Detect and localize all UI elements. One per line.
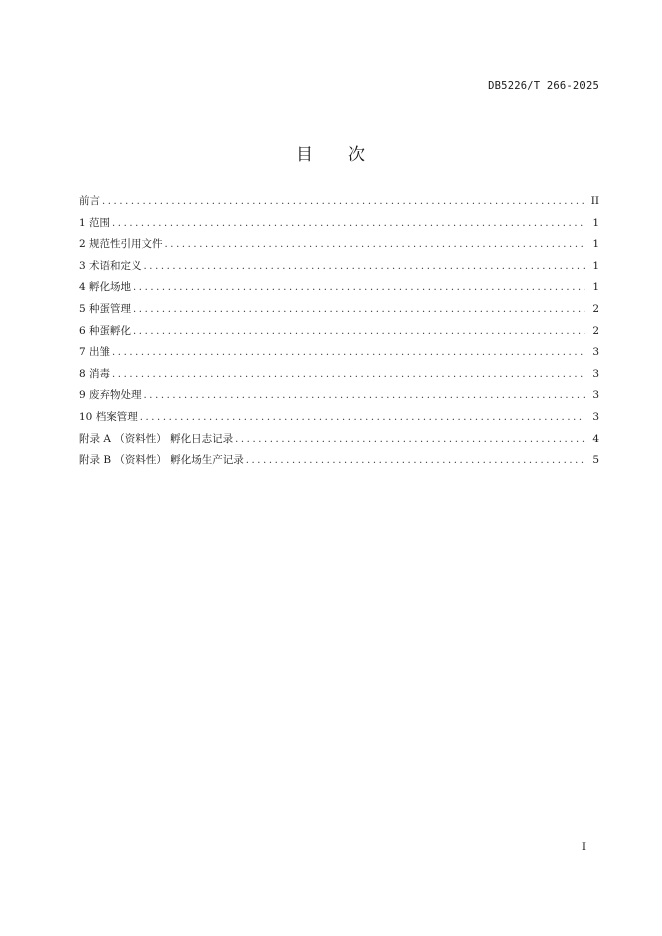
toc-leader-dots bbox=[133, 325, 585, 339]
toc-leader-dots bbox=[144, 260, 585, 274]
toc-entry-page: II bbox=[590, 195, 599, 207]
toc-leader-dots bbox=[133, 303, 585, 317]
toc-entry-foreword[interactable] bbox=[79, 194, 599, 216]
toc-leader-dots bbox=[112, 346, 585, 360]
toc-leader-dots bbox=[140, 411, 585, 425]
toc-entry-label: 1 范围 bbox=[79, 216, 111, 229]
toc-leader-dots bbox=[165, 238, 585, 252]
toc-leader-dots bbox=[112, 368, 585, 382]
toc-entry-egg-incubation[interactable] bbox=[79, 324, 599, 346]
toc-entry-label: 4 孵化场地 bbox=[79, 281, 132, 294]
toc-leader-dots bbox=[235, 433, 585, 447]
toc-entry-page: 2 bbox=[592, 302, 599, 315]
toc-entry-label: 前言 bbox=[79, 195, 100, 207]
toc-entry-page: 3 bbox=[592, 410, 599, 423]
toc-entry-hatchery-site[interactable] bbox=[79, 280, 599, 302]
toc-leader-dots bbox=[144, 389, 585, 403]
toc-entry-page: 3 bbox=[592, 367, 599, 380]
toc-entry-label: 附录 B （资料性） 孵化场生产记录 bbox=[79, 454, 244, 467]
toc-entry-page: 3 bbox=[592, 346, 599, 359]
toc-entry-page: 1 bbox=[592, 238, 599, 251]
toc-leader-dots bbox=[112, 217, 585, 231]
toc-entry-page: 5 bbox=[592, 454, 599, 467]
toc-entry-waste-treatment[interactable] bbox=[79, 388, 599, 410]
toc-entry-label: 7 出雏 bbox=[79, 346, 111, 359]
toc-entry-page: 1 bbox=[592, 281, 599, 294]
toc-leader-dots bbox=[102, 195, 585, 209]
toc-leader-dots bbox=[246, 454, 585, 468]
toc-title bbox=[0, 140, 662, 165]
toc-entry-page: 4 bbox=[592, 432, 599, 445]
page-number: I bbox=[582, 842, 586, 853]
toc-entry-hatching[interactable] bbox=[79, 345, 599, 367]
toc-entry-label: 2 规范性引用文件 bbox=[79, 238, 163, 251]
toc-title-char-1: 目 bbox=[296, 145, 314, 165]
toc-entry-page: 3 bbox=[592, 389, 599, 402]
toc-entry-disinfection[interactable] bbox=[79, 367, 599, 389]
toc-entry-terms-definitions[interactable] bbox=[79, 259, 599, 281]
toc-entry-page: 1 bbox=[592, 259, 599, 272]
toc-entry-scope[interactable] bbox=[79, 216, 599, 238]
toc-title-char-2: 次 bbox=[348, 145, 366, 165]
toc-entry-label: 9 废弃物处理 bbox=[79, 389, 142, 402]
toc-entry-label: 5 种蛋管理 bbox=[79, 302, 132, 315]
toc-entry-label: 附录 A （资料性） 孵化日志记录 bbox=[79, 432, 234, 445]
table-of-contents bbox=[79, 194, 599, 475]
toc-entry-label: 10 档案管理 bbox=[79, 410, 138, 423]
toc-entry-appendix-b[interactable] bbox=[79, 453, 599, 475]
toc-entry-page: 2 bbox=[592, 324, 599, 337]
toc-entry-normative-references[interactable] bbox=[79, 237, 599, 259]
toc-entry-records-management[interactable] bbox=[79, 410, 599, 432]
toc-entry-page: 1 bbox=[592, 216, 599, 229]
toc-entry-label: 6 种蛋孵化 bbox=[79, 324, 132, 337]
toc-entry-label: 8 消毒 bbox=[79, 367, 111, 380]
toc-leader-dots bbox=[133, 281, 585, 295]
toc-entry-label: 3 术语和定义 bbox=[79, 259, 142, 272]
toc-entry-egg-management[interactable] bbox=[79, 302, 599, 324]
document-code: DB5226/T 266-2025 bbox=[488, 80, 599, 92]
toc-entry-appendix-a[interactable] bbox=[79, 432, 599, 454]
